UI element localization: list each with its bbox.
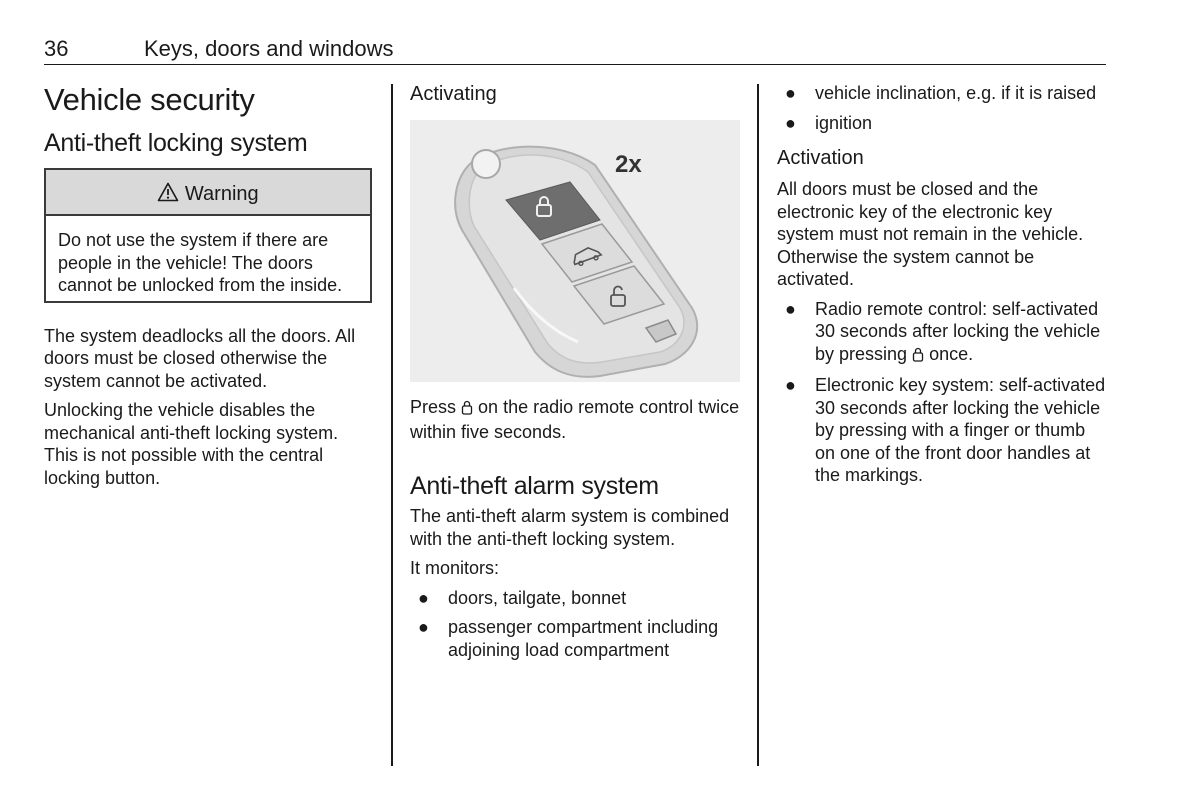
column-divider xyxy=(757,84,759,766)
paragraph xyxy=(410,396,740,443)
press-count-label: 2x xyxy=(615,151,642,178)
alarm-heading: Anti-theft alarm system xyxy=(410,472,659,500)
paragraph: It monitors: xyxy=(410,558,500,578)
activating-heading: Activating xyxy=(410,83,497,105)
list-item: ● Electronic key system: self-activated 30 seconds after locking the vehicle by pressing with a finger or thumb on one of the front door handles at the markings. xyxy=(785,375,1106,485)
warning-title: Warning xyxy=(184,183,259,205)
paragraph: The system deadlocks all the doors. All doors must be closed otherwise the system cannot be activated. xyxy=(44,325,356,391)
warning-text: Do not use the system if there are people in the vehicle! The doors cannot be unlocked from the inside. xyxy=(58,230,343,295)
list-item: ● vehicle inclination, e.g. if it is raised xyxy=(785,83,1097,103)
lock-icon xyxy=(912,345,924,368)
list-item: ● doors, tailgate, bonnet xyxy=(418,587,627,608)
activation-list xyxy=(777,298,1107,487)
key-fob-illustration xyxy=(410,120,740,382)
column-middle xyxy=(410,82,740,669)
warning-triangle-icon xyxy=(157,183,185,205)
list-item: ● passenger compartment including adjoining load compartment xyxy=(418,617,719,660)
paragraph: Unlocking the vehicle disables the mechanical anti-theft locking system. This is not possible with the central locking button. xyxy=(44,400,339,488)
page-header xyxy=(44,36,1106,65)
warning-box xyxy=(44,168,372,303)
lock-icon xyxy=(461,398,473,421)
monitors-list-continued xyxy=(777,82,1107,134)
column-right xyxy=(777,82,1107,495)
press-text-before: Press xyxy=(410,397,457,417)
press-text-after: on the radio remote control twice within five seconds. xyxy=(410,397,740,442)
page-number: 36 xyxy=(44,36,69,61)
column-divider xyxy=(391,84,393,766)
paragraph: All doors must be closed and the electronic key of the electronic key system must not remain in the vehicle. Otherwise the system cannot be activated. xyxy=(777,179,1084,289)
chapter-title: Keys, doors and windows xyxy=(144,36,394,61)
list-item: ● ignition xyxy=(785,112,873,133)
key-fob-figure xyxy=(410,120,740,382)
section-title: Vehicle security xyxy=(44,82,255,117)
activation-heading: Activation xyxy=(777,147,864,169)
list-item: ● Radio remote control: self-activated 30 seconds after locking the vehicle by pressing once. xyxy=(777,298,1107,368)
column-left xyxy=(44,82,374,496)
warning-header xyxy=(46,170,370,216)
paragraph: The anti-theft alarm system is combined with the anti-theft locking system. xyxy=(410,506,730,549)
subsection-title: Anti-theft locking system xyxy=(44,129,308,157)
monitors-list xyxy=(410,587,740,662)
